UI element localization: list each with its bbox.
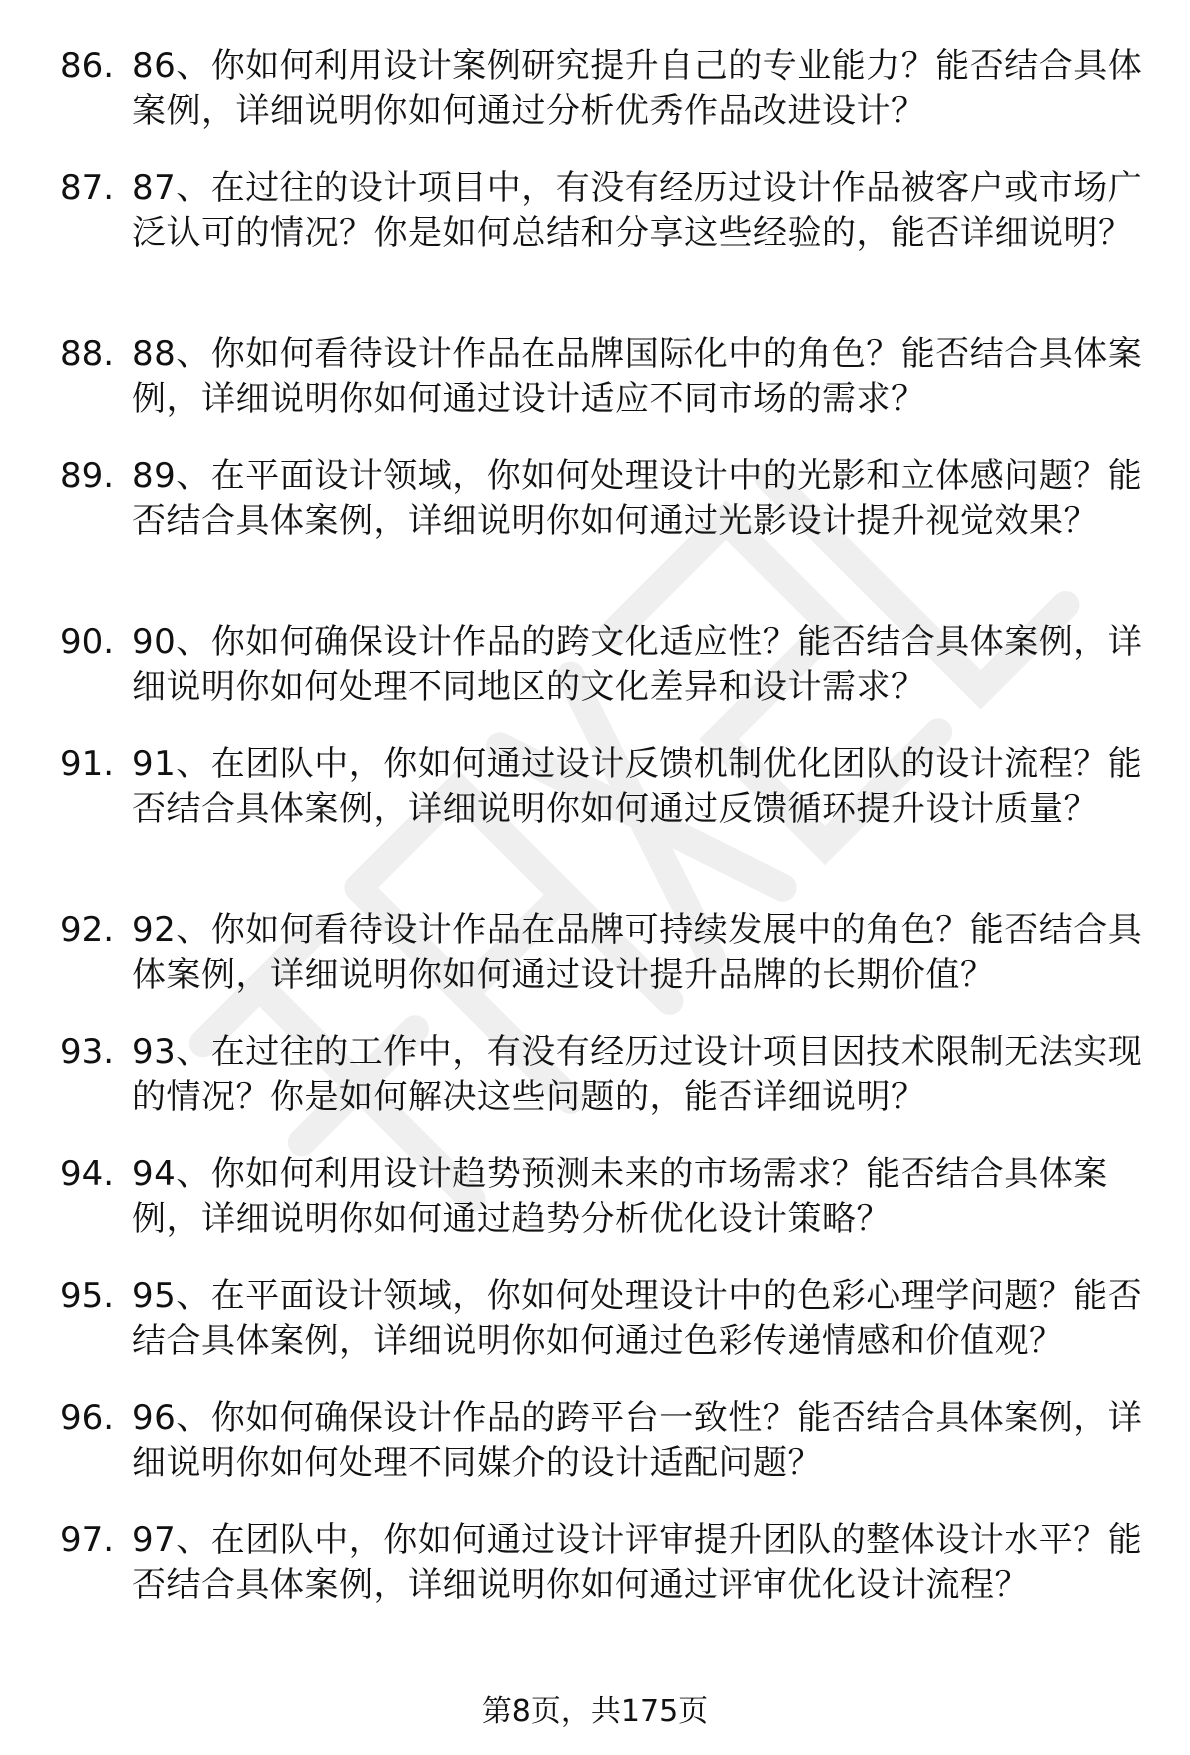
question-text: 90、你如何确保设计作品的跨文化适应性？能否结合具体案例，详细说明你如何处理不同地区的文化差异和设计需求？ bbox=[132, 622, 1143, 707]
page-number-label: 第8页，共175页 bbox=[481, 1694, 709, 1729]
question-number: 92. bbox=[60, 910, 115, 950]
question-text: 97、在团队中，你如何通过设计评审提升团队的整体设计水平？能否结合具体案例，详细说明你如何通过评审优化设计流程？ bbox=[132, 1520, 1143, 1605]
question-number: 93. bbox=[60, 1032, 115, 1072]
question-text: 88、你如何看待设计作品在品牌国际化中的角色？能否结合具体案例，详细说明你如何通过设计适应不同市场的需求？ bbox=[132, 334, 1143, 419]
question-number: 97. bbox=[60, 1520, 115, 1560]
question-text: 92、你如何看待设计作品在品牌可持续发展中的角色？能否结合具体案例，详细说明你如何通过设计提升品牌的长期价值？ bbox=[132, 910, 1143, 995]
question-number: 87. bbox=[60, 168, 115, 208]
question-number: 86. bbox=[60, 46, 115, 86]
question-text: 95、在平面设计领域，你如何处理设计中的色彩心理学问题？能否结合具体案例，详细说明你如何通过色彩传递情感和价值观？ bbox=[132, 1276, 1143, 1361]
question-number: 89. bbox=[60, 456, 115, 496]
question-text: 91、在团队中，你如何通过设计反馈机制优化团队的设计流程？能否结合具体案例，详细说明你如何通过反馈循环提升设计质量？ bbox=[132, 744, 1143, 829]
question-text: 94、你如何利用设计趋势预测未来的市场需求？能否结合具体案例，详细说明你如何通过趋势分析优化设计策略？ bbox=[132, 1154, 1108, 1239]
question-text: 87、在过往的设计项目中，有没有经历过设计作品被客户或市场广泛认可的情况？你是如何总结和分享这些经验的，能否详细说明？ bbox=[132, 168, 1143, 253]
question-text: 93、在过往的工作中，有没有经历过设计项目因技术限制无法实现的情况？你是如何解决这些问题的，能否详细说明？ bbox=[132, 1032, 1143, 1117]
question-number: 96. bbox=[60, 1398, 115, 1438]
question-number: 88. bbox=[60, 334, 115, 374]
question-text: 96、你如何确保设计作品的跨平台一致性？能否结合具体案例，详细说明你如何处理不同媒介的设计适配问题？ bbox=[132, 1398, 1143, 1483]
page-footer bbox=[0, 1692, 1190, 1732]
question-number: 91. bbox=[60, 744, 115, 784]
question-text: 89、在平面设计领域，你如何处理设计中的光影和立体感问题？能否结合具体案例，详细说明你如何通过光影设计提升视觉效果？ bbox=[132, 456, 1143, 541]
question-number: 90. bbox=[60, 622, 115, 662]
question-number: 94. bbox=[60, 1154, 115, 1194]
question-number: 95. bbox=[60, 1276, 115, 1316]
question-text: 86、你如何利用设计案例研究提升自己的专业能力？能否结合具体案例，详细说明你如何通过分析优秀作品改进设计？ bbox=[132, 46, 1143, 131]
